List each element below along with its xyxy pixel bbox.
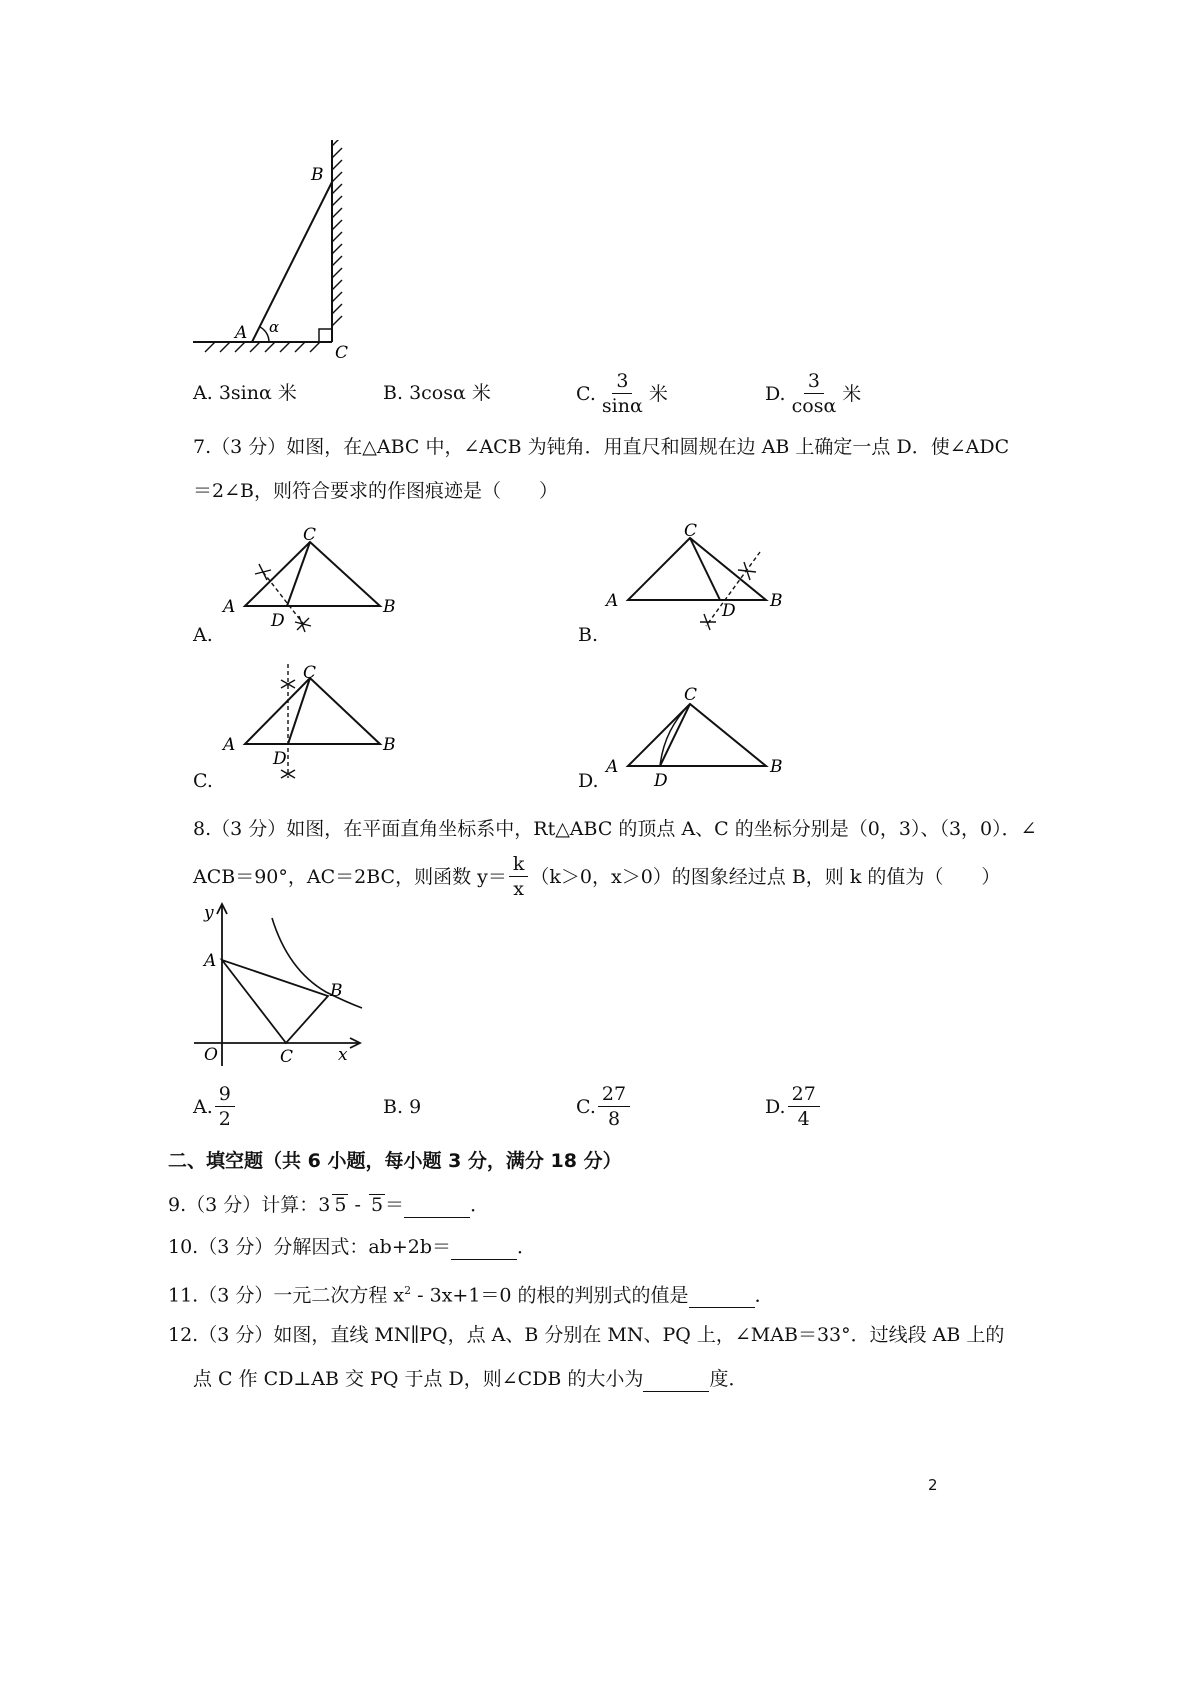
q7b-label-D: D (722, 601, 736, 621)
q7a-label-A: A (223, 597, 236, 617)
q11-answer-blank[interactable] (689, 1287, 755, 1308)
q7-option-b: B. (578, 624, 599, 646)
q8-stem-line1: 8.（3 分）如图，在平面直角坐标系中，Rt△ABC 的顶点 A、C 的坐标分别是（0，3）、（3，0）．∠ (193, 818, 1037, 840)
q12-stem-line2: 点 C 作 CD⊥AB 交 PQ 于点 D，则∠CDB 的大小为 度． (193, 1368, 748, 1390)
q7-figure-a (215, 522, 415, 637)
q10-stem: 10.（3 分）分解因式：ab+2b＝ ． (168, 1236, 537, 1258)
q6-figure (185, 140, 385, 370)
q6-option-b: B. 3cosα 米 (383, 382, 491, 404)
q7-option-d: D. (578, 770, 599, 792)
q12-answer-blank[interactable] (643, 1371, 709, 1392)
q7-stem-line2: ＝2∠B，则符合要求的作图痕迹是（ ） (193, 480, 558, 502)
q7c-label-C: C (303, 663, 317, 683)
q7d-label-A: A (606, 757, 619, 777)
q8-label-C: C (280, 1047, 294, 1067)
q8-label-B: B (330, 981, 343, 1001)
q9-stem: 9.（3 分）计算：3 5 - 5 ＝ ． (168, 1194, 490, 1216)
q12-stem-line1: 12.（3 分）如图，直线 MN∥PQ，点 A、B 分别在 MN、PQ 上，∠MAB＝33°．过线段 AB 上的 (168, 1324, 1005, 1346)
q8-option-a: A. $\frac{9}{2}$ (193, 1082, 237, 1131)
q8-stem-line2: ACB＝90°，AC＝2BC，则函数 y＝ $\frac{k}{x}$ （k＞0，x＞0）的图象经过点 B，则 k 的值为（ ） (193, 853, 1001, 900)
q7-stem-line1: 7.（3 分）如图，在△ABC 中，∠ACB 为钝角．用直尺和圆规在边 AB 上确定一点 D．使∠ADC (193, 436, 1010, 458)
q11-stem: 11.（3 分）一元二次方程 $x^2 - 3x+1=0$ 的根的判别式的值是 ． (168, 1284, 774, 1307)
sqrt-icon: 5 (370, 1194, 384, 1216)
q7-figure-c (215, 660, 415, 785)
q7b-label-A: A (606, 591, 619, 611)
q7c-label-B: B (383, 735, 396, 755)
q7-option-a: A. (193, 624, 213, 646)
section2-title: 二、填空题（共 6 小题，每小题 3 分，满分 18 分） (168, 1150, 622, 1172)
q7-figure-b (598, 514, 798, 639)
q8-label-x: x (338, 1045, 348, 1065)
q8-label-A: A (204, 951, 217, 971)
q7d-label-D: D (654, 771, 668, 790)
q10-answer-blank[interactable] (451, 1239, 517, 1260)
q9-answer-blank[interactable] (404, 1197, 470, 1218)
q8-label-y: y (204, 903, 214, 923)
q7-figure-d (598, 680, 798, 790)
q6-label-C: C (335, 343, 349, 363)
q8-label-O: O (204, 1045, 218, 1065)
q6-label-B: B (311, 165, 324, 185)
q7a-label-C: C (303, 525, 317, 545)
page-number: 2 (928, 1476, 938, 1494)
q8-option-c: C. $\frac{27}{8}$ (576, 1082, 632, 1131)
q8-option-d: D. $\frac{27}{4}$ (765, 1082, 822, 1131)
q7b-label-B: B (770, 591, 783, 611)
q7-option-c: C. (193, 770, 213, 792)
q6-option-a: A. 3sinα 米 (193, 382, 297, 404)
q8-figure (190, 900, 375, 1070)
q6-label-alpha: α (269, 318, 280, 336)
q7b-label-C: C (684, 521, 698, 541)
q7a-label-B: B (383, 597, 396, 617)
q6-label-A: A (235, 323, 248, 343)
q7c-label-A: A (223, 735, 236, 755)
q7d-label-C: C (684, 685, 698, 705)
q8-option-b: B. 9 (383, 1096, 422, 1118)
q6-option-d: D. $\frac{3}{\cos\alpha}$ 米 (765, 370, 862, 417)
q7a-label-D: D (271, 611, 285, 631)
sqrt-icon: 5 (334, 1194, 347, 1216)
q7c-label-D: D (273, 749, 287, 769)
q7d-label-B: B (770, 757, 783, 777)
q6-option-c: C. $\frac{3}{\sin\alpha}$ 米 (576, 370, 668, 417)
